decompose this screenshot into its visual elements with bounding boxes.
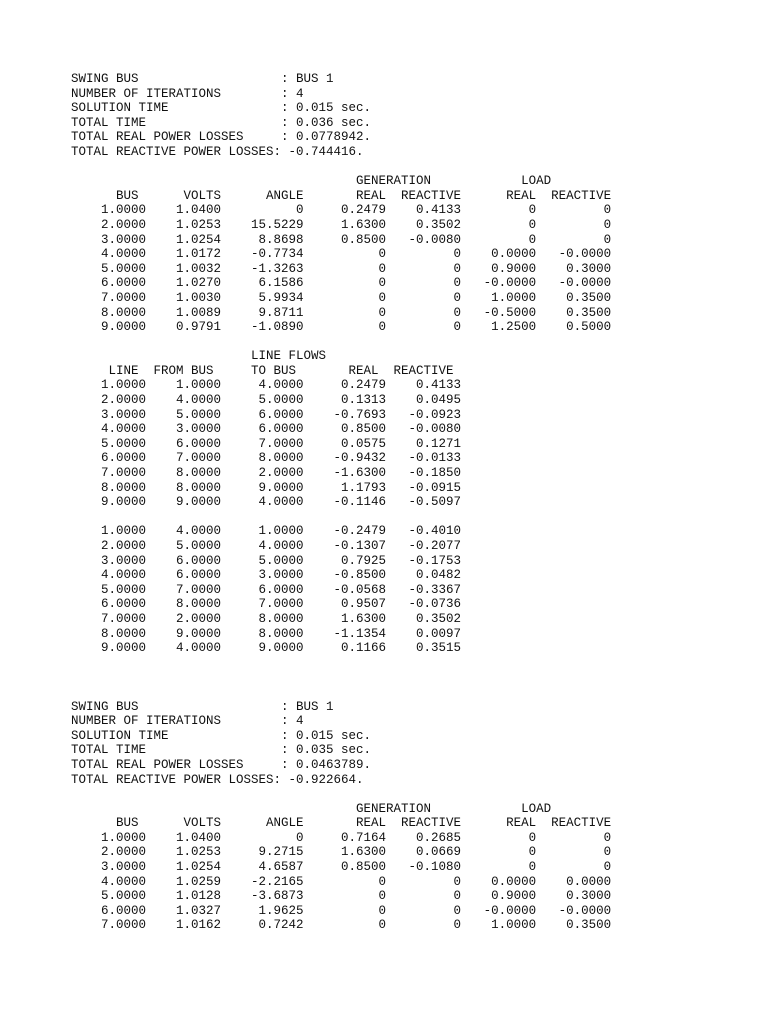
report-line: 8.0000 9.0000 8.0000 -1.1354 0.0097: [71, 626, 462, 641]
report-line: SOLUTION TIME : 0.015 sec.: [71, 101, 372, 116]
report-line: 9.0000 4.0000 9.0000 0.1166 0.3515: [71, 641, 462, 656]
report-line: 4.0000 6.0000 3.0000 -0.8500 0.0482: [71, 568, 462, 583]
report-line: 9.0000 9.0000 4.0000 -0.1146 -0.5097: [71, 495, 462, 510]
report-line: 7.0000 2.0000 8.0000 1.6300 0.3502: [71, 611, 462, 626]
report-line: [71, 656, 611, 671]
report-line: SOLUTION TIME : 0.015 sec.: [71, 728, 372, 743]
report-line: 6.0000 7.0000 8.0000 -0.9432 -0.0133: [71, 451, 462, 466]
report-line: BUS VOLTS ANGLE REAL REACTIVE REAL REACTIVE: [71, 816, 612, 831]
report-line: SWING BUS : BUS 1: [71, 699, 334, 714]
report-line: 3.0000 1.0254 4.6587 0.8500 -0.1080 0 0: [71, 860, 612, 875]
report-line: 8.0000 1.0089 9.8711 0 0 -0.5000 0.3500: [71, 305, 612, 320]
report-line: 1.0000 4.0000 1.0000 -0.2479 -0.4010: [71, 524, 462, 539]
report-line: 7.0000 8.0000 2.0000 -1.6300 -0.1850: [71, 466, 462, 481]
report-line: 2.0000 1.0253 9.2715 1.6300 0.0669 0 0: [71, 845, 612, 860]
report-line: [71, 510, 611, 525]
report-line: [71, 787, 611, 802]
report-line: 2.0000 4.0000 5.0000 0.1313 0.0495: [71, 393, 462, 408]
report-line: 2.0000 1.0253 15.5229 1.6300 0.3502 0 0: [71, 217, 612, 232]
report-line: GENERATION LOAD: [71, 801, 552, 816]
report-line: 9.0000 0.9791 -1.0890 0 0 1.2500 0.5000: [71, 320, 612, 335]
report-line: TOTAL TIME : 0.035 sec.: [71, 743, 372, 758]
report-line: TOTAL REACTIVE POWER LOSSES: -0.922664.: [71, 772, 364, 787]
report-line: [71, 160, 611, 175]
report-line: 4.0000 3.0000 6.0000 0.8500 -0.0080: [71, 422, 462, 437]
power-flow-report: [71, 72, 611, 933]
report-line: 4.0000 1.0259 -2.2165 0 0 0.0000 0.0000: [71, 874, 612, 889]
report-line: 6.0000 1.0270 6.1586 0 0 -0.0000 -0.0000: [71, 276, 612, 291]
report-line: [71, 685, 611, 700]
report-line: [71, 335, 611, 350]
report-line: 6.0000 1.0327 1.9625 0 0 -0.0000 -0.0000: [71, 903, 612, 918]
report-line: TOTAL REAL POWER LOSSES : 0.0778942.: [71, 130, 372, 145]
report-line: 3.0000 6.0000 5.0000 0.7925 -0.1753: [71, 553, 462, 568]
report-line: 5.0000 1.0128 -3.6873 0 0 0.9000 0.3000: [71, 889, 612, 904]
report-line: LINE FLOWS: [71, 349, 327, 364]
report-line: 5.0000 1.0032 -1.3263 0 0 0.9000 0.3000: [71, 261, 612, 276]
report-line: NUMBER OF ITERATIONS : 4: [71, 714, 304, 729]
report-line: GENERATION LOAD: [71, 174, 552, 189]
report-line: 4.0000 1.0172 -0.7734 0 0 0.0000 -0.0000: [71, 247, 612, 262]
report-line: 2.0000 5.0000 4.0000 -0.1307 -0.2077: [71, 539, 462, 553]
report-line: SWING BUS : BUS 1: [71, 72, 334, 86]
report-line: TOTAL REACTIVE POWER LOSSES: -0.744416.: [71, 144, 364, 159]
report-line: 3.0000 5.0000 6.0000 -0.7693 -0.0923: [71, 407, 462, 422]
report-line: 7.0000 1.0162 0.7242 0 0 1.0000 0.3500: [71, 918, 612, 933]
report-line: LINE FROM BUS TO BUS REAL REACTIVE: [71, 363, 454, 378]
report-line: 8.0000 8.0000 9.0000 1.1793 -0.0915: [71, 480, 462, 495]
report-line: 7.0000 1.0030 5.9934 0 0 1.0000 0.3500: [71, 290, 612, 305]
report-line: 6.0000 8.0000 7.0000 0.9507 -0.0736: [71, 597, 462, 612]
report-line: [71, 670, 611, 685]
report-line: 5.0000 6.0000 7.0000 0.0575 0.1271: [71, 436, 462, 451]
report-line: NUMBER OF ITERATIONS : 4: [71, 86, 304, 101]
report-line: BUS VOLTS ANGLE REAL REACTIVE REAL REACTIVE: [71, 188, 612, 203]
report-line: 5.0000 7.0000 6.0000 -0.0568 -0.3367: [71, 582, 462, 597]
report-line: 1.0000 1.0000 4.0000 0.2479 0.4133: [71, 378, 462, 393]
report-line: TOTAL TIME : 0.036 sec.: [71, 115, 372, 130]
report-line: 3.0000 1.0254 8.8698 0.8500 -0.0080 0 0: [71, 232, 612, 247]
report-line: 1.0000 1.0400 0 0.2479 0.4133 0 0: [71, 203, 612, 218]
report-line: 1.0000 1.0400 0 0.7164 0.2685 0 0: [71, 830, 612, 845]
report-line: TOTAL REAL POWER LOSSES : 0.0463789.: [71, 757, 372, 772]
